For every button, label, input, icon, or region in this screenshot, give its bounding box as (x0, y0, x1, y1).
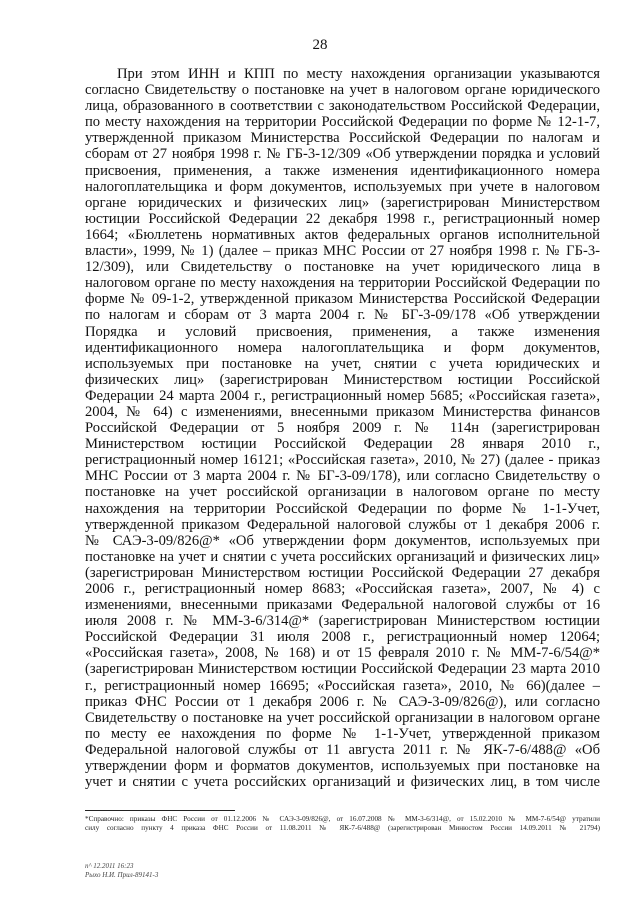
body-line: физических лиц» (зарегистрирован Министерством юстиции Российской (85, 371, 600, 388)
body-line: присвоения, применения, а также изменения идентификационного номера (85, 162, 600, 179)
body-line: постановке на учет российской организации в налоговом органе по месту (85, 484, 600, 501)
body-line: июля 2008 г. № ММ-3-6/314@* (зарегистрирован Министерством юстиции (85, 613, 600, 630)
body-line: 2004, № 64) с изменениями, внесенными приказом Министерства финансов (85, 403, 600, 420)
body-line: № САЭ-3-09/826@* «Об утверждении форм документов, используемых при (85, 532, 600, 549)
body-line: идентификационного номера налогоплательщика и форм документов, (85, 339, 600, 356)
body-line: юстиции Российской Федерации 22 декабря 1998 г., регистрационный номер (85, 210, 600, 227)
footnote-line: *Справочно: приказы ФНС России от 01.12.2006 № САЭ-3-09/826@, от 16.07.2008 № ММ-3-6/314@, от 15.02.2010 № ММ-7-6/54@ утратили (85, 815, 600, 823)
body-line: 2006 г., регистрационный номер 8683; «Российская газета», 2007, № 4) с (85, 581, 600, 597)
body-line: утвержденной приказом Федеральной налоговой службы от 1 декабря 2006 г. (85, 516, 600, 533)
body-line: постановке на учет и снятии с учета российских организаций и физических лиц» (85, 548, 600, 565)
body-line: Российской Федерации от 5 ноября 2009 г. № 114н (зарегистрирован (85, 420, 600, 437)
body-line: Федеральной налоговой службы от 11 августа 2011 г. № ЯК-7-6/488@ «Об (85, 741, 600, 758)
body-line: нахождения на территории Российской Федерации по форме № 1-1-Учет, (85, 500, 600, 517)
body-line: МНС России от 3 марта 2004 г. № БГ-3-09/178), или согласно Свидетельству о (85, 468, 600, 485)
footnote (85, 815, 600, 833)
body-line: утверждении форм и форматов документов, используемых при постановке на (85, 758, 600, 775)
body-line: Российской Федерации 31 июля 2008 г., регистрационный номер 12064; (85, 629, 600, 646)
body-line: регистрационный номер 16121; «Российская газета», 2010, № 27) (далее - приказ (85, 452, 600, 469)
body-line: налогоплательщика и форм документов, используемых при учете в налоговом (85, 178, 600, 195)
body-line: Порядка и условий присвоения, применения, а также изменения (85, 323, 600, 340)
stamp-line: п^ 12.2011 16:23 (85, 862, 134, 870)
footnote-line: силу согласно пункту 4 приказа ФНС России от 11.08.2011 № ЯК-7-6/488@ (зарегистрирован Минюстом России 14.09.2011 № 21794) (85, 824, 600, 832)
body-line: Министерством юстиции Российской Федерации 28 января 2010 г., (85, 436, 600, 453)
body-line: утвержденной приказом Министерства Российской Федерации по налогам и (85, 130, 600, 147)
body-line: «Российская газета», 2008, № 168) и от 15 февраля 2010 г. № ММ-7-6/54@* (85, 645, 600, 662)
body-line: по налогам и сборам от 3 марта 2004 г. № БГ-3-09/178 «Об утверждении (85, 307, 600, 324)
body-line: учет и снятии с учета российских организаций и физических лиц, в том числе (85, 774, 600, 791)
body-line: (зарегистрирован Министерством юстиции Российской Федерации 27 декабря (85, 564, 600, 581)
body-line: согласно Свидетельству о постановке на учет в налоговом органе юридического (85, 82, 600, 99)
body-line: лица, образованного в соответствии с законодательством Российской Федерации, (85, 98, 600, 115)
body-line: 1664; «Бюллетень нормативных актов федеральных органов исполнительной (85, 226, 600, 243)
footnote-divider (85, 810, 235, 811)
body-line: приказ ФНС России от 1 декабря 2006 г. № САЭ-3-09/826@), или согласно (85, 693, 600, 710)
body-line: При этом ИНН и КПП по месту нахождения организации указываются (117, 66, 600, 82)
body-line: 12/309), или Свидетельству о постановке на учет юридического лица в (85, 259, 600, 276)
body-line: органе юридических и физических лиц» (зарегистрирован Министерством (85, 194, 600, 211)
body-line: по месту ее нахождения по форме № 1-1-Учет, утвержденной приказом (85, 725, 600, 742)
registration-stamp (85, 862, 285, 880)
body-line: сборам от 27 ноября 1998 г. № ГБ-3-12/309 «Об утверждении порядка и условий (85, 146, 600, 163)
body-line: власти», 1999, № 1) (далее – приказ МНС России от 27 ноября 1998 г. № ГБ-3- (85, 243, 600, 260)
body-line: используемых при постановке на учет, снятии с учета юридических и (85, 355, 600, 372)
body-text (85, 66, 600, 790)
body-line: Свидетельству о постановке на учет российской организации в налоговом органе (85, 709, 600, 726)
body-line: по месту нахождения на территории Российской Федерации по форме № 12-1-7, (85, 114, 600, 131)
body-line: (зарегистрирован Министерством юстиции Российской Федерации 23 марта 2010 (85, 661, 600, 678)
page-number: 28 (312, 37, 328, 53)
body-line: изменениями, внесенными приказами Федеральной налоговой службы от 16 (85, 597, 600, 614)
stamp-line: Рыхо Н.И. Прил-89141-3 (85, 871, 159, 879)
body-line: налоговом органе по месту нахождения на территории Российской Федерации по (85, 275, 600, 292)
body-line: Федерации 24 марта 2004 г., регистрационный номер 5685; «Российская газета», (85, 387, 600, 404)
body-line: форме № 09-1-2, утвержденной приказом Министерства Российской Федерации (85, 291, 600, 308)
body-line: г., регистрационный номер 16695; «Российская газета», 2010, № 66)(далее – (85, 677, 600, 694)
